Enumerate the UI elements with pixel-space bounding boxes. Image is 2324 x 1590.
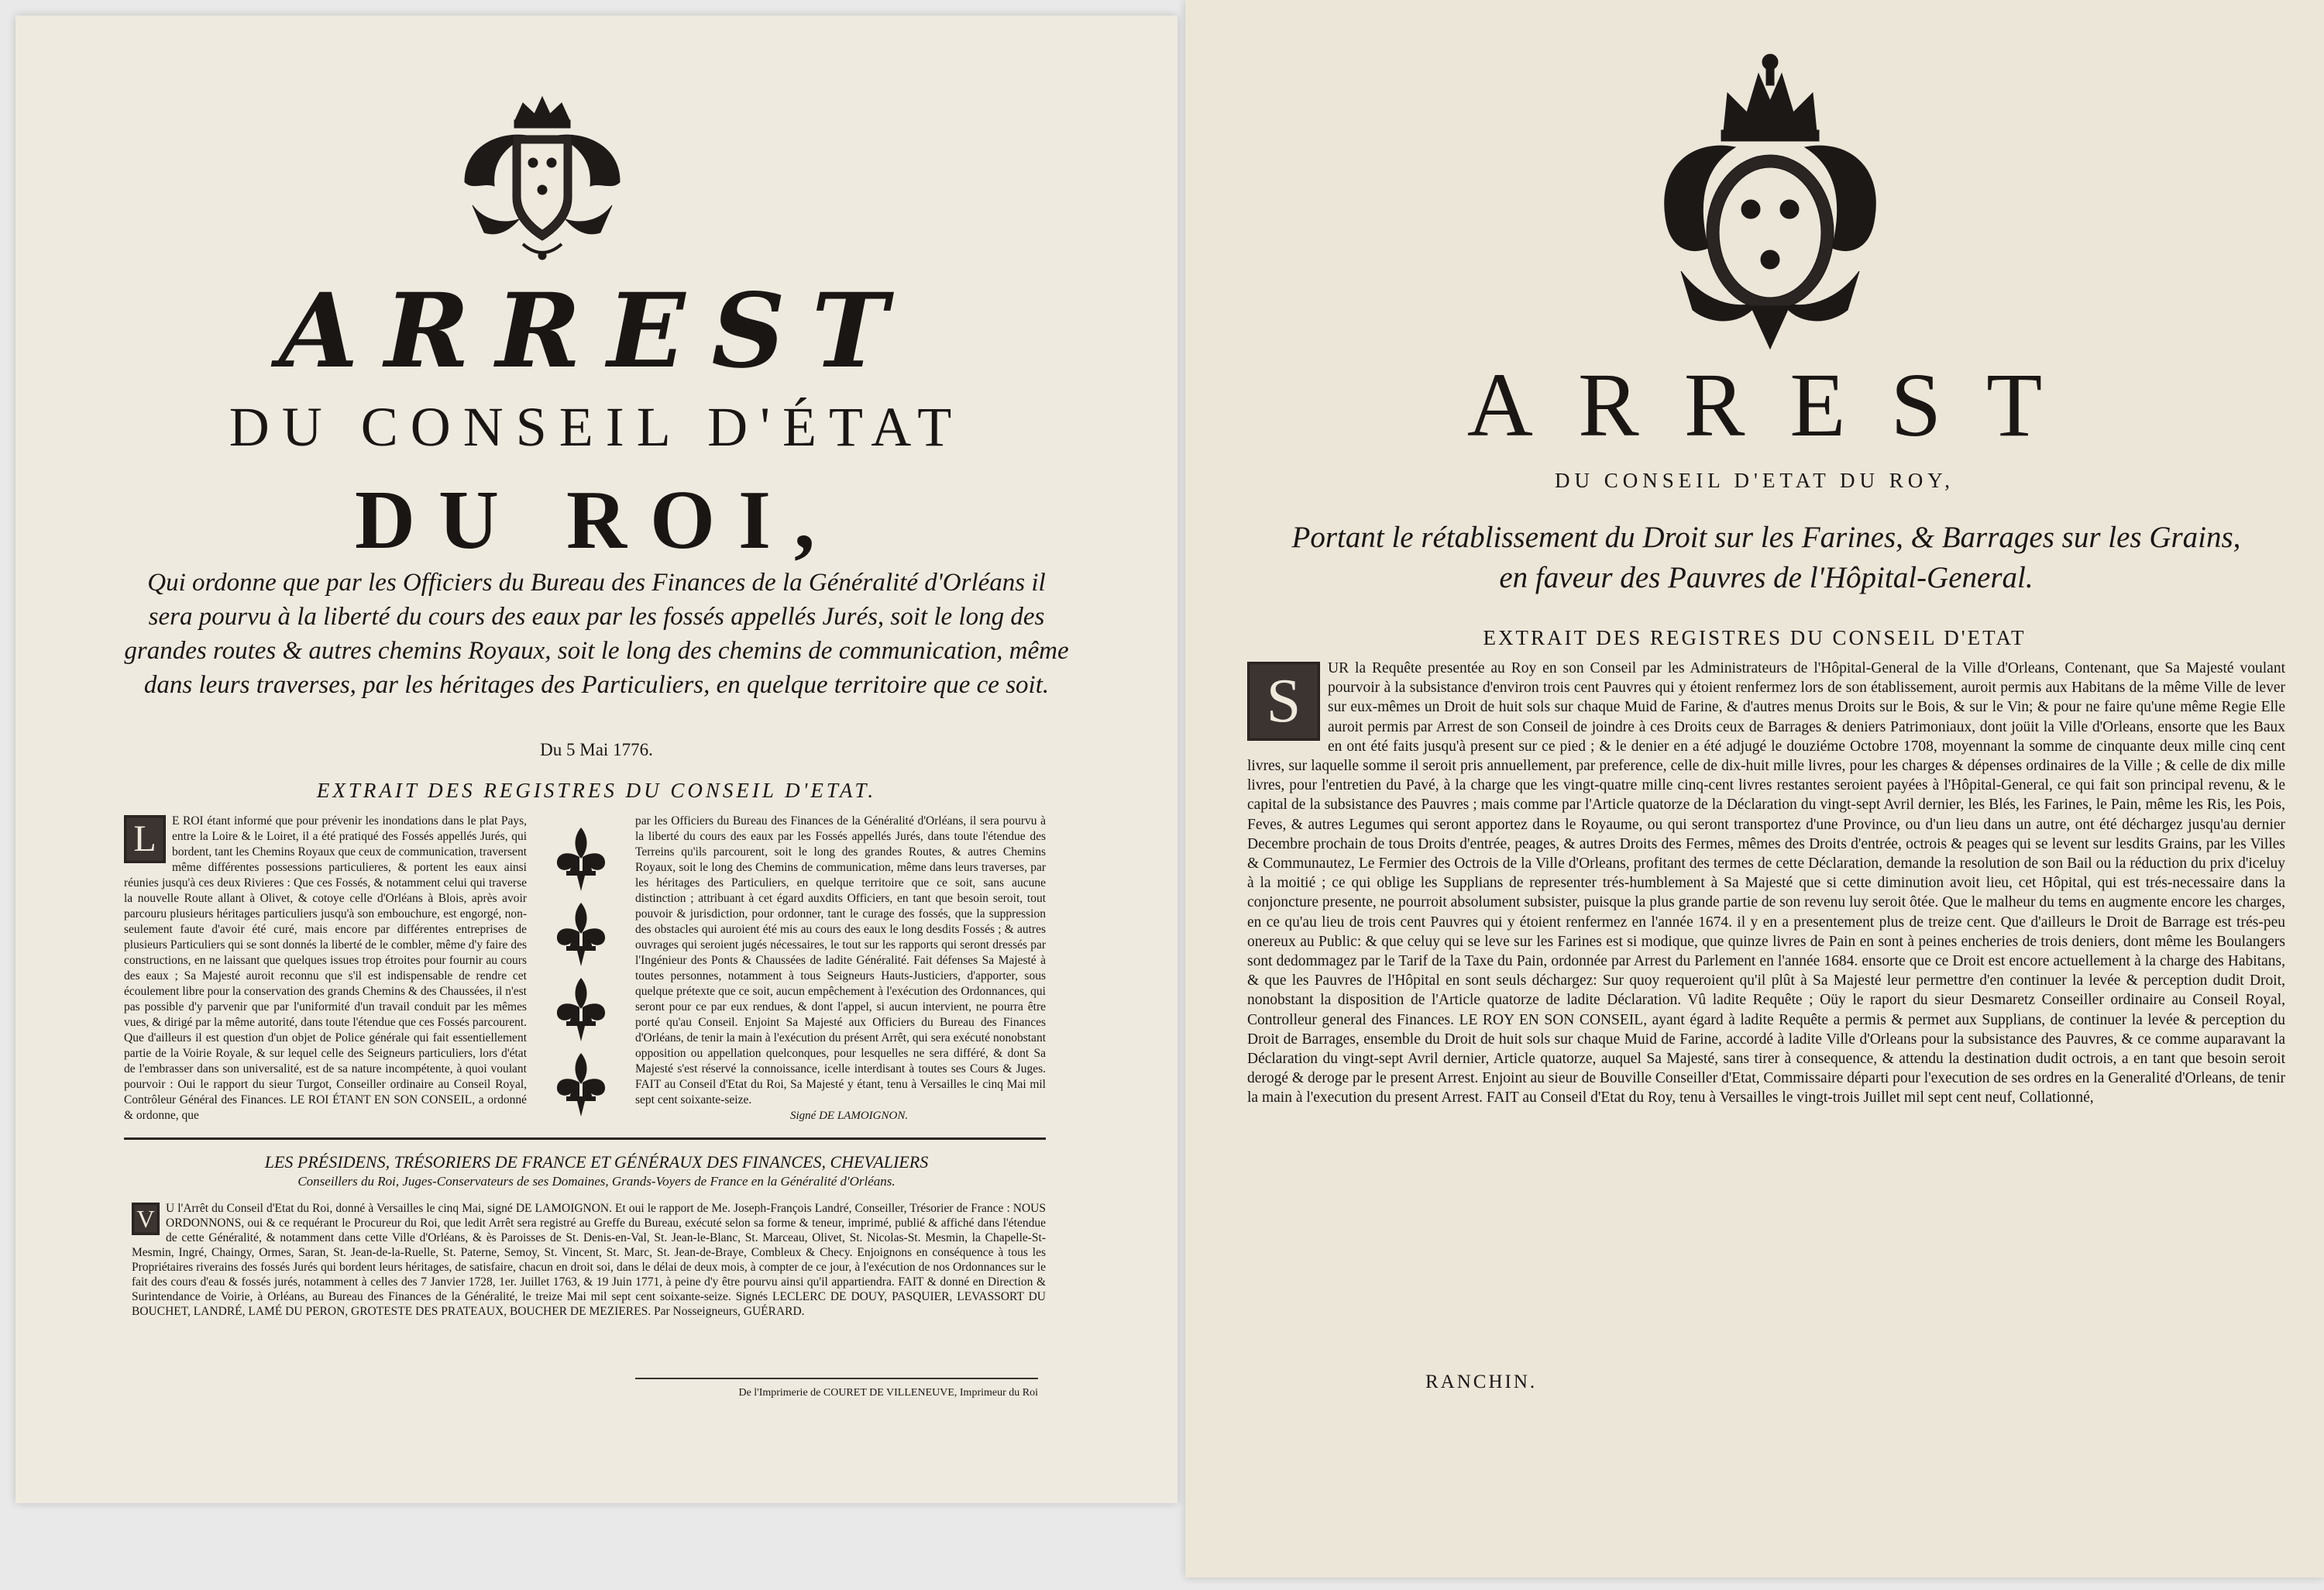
royal-arms-crowned-crest-icon bbox=[1650, 39, 1890, 356]
presidents-heading bbox=[85, 1151, 1108, 1190]
divider bbox=[124, 1137, 1046, 1140]
divider bbox=[635, 1378, 1038, 1379]
extrait-heading: EXTRAIT DES REGISTRES DU CONSEIL D'ETAT bbox=[1483, 626, 2027, 649]
presidents-title: LES PRÉSIDENS, TRÉSORIERS DE FRANCE ET GÉNÉRAUX DES FINANCES, CHEVALIERS bbox=[264, 1152, 929, 1172]
left-document bbox=[15, 15, 1177, 1503]
document-title-conseil: DU CONSEIL D'ETAT DU ROY, bbox=[1555, 469, 1954, 492]
document-date: Du 5 Mai 1776. bbox=[540, 740, 653, 759]
right-document bbox=[1185, 0, 2324, 1578]
imprint: De l'Imprimerie de COURET DE VILLENEUVE, Imprimeur du Roi bbox=[738, 1387, 1038, 1399]
fleur-de-lis-icon bbox=[554, 821, 608, 1124]
ordonnance-body bbox=[132, 1201, 1046, 1319]
presidents-subtitle: Conseillers du Roi, Juges-Conservateurs de ses Domaines, Grands-Voyers de France en la Généralité d'Orléans. bbox=[297, 1174, 896, 1189]
body-column-2: par les Officiers du Bureau des Finances de la Généralité d'Orléans, il sera pourvu à la liberté du cours des eaux par les Fossés appellés Jurés, dans toute l'étendue des Terreins qu'ils parcourent, soit le long des grandes Routes, & autres Chemins Royaux, soit le long des Chemins de communication, même dans leurs traverses, par les héritages des Particuliers, en quelque territoire que ce soit, sans aucune distinction ; attribuant à cet égard auxdits Officiers, en tant que besoin seroit, tout pouvoir & jurisdiction, pour ordonner, tant le curage des fossés, que la suppression des obstacles qui auroient été mis au cours des eaux le long desdits Fossés ; & autres ouvrages qui seroient jugés nécessaires, le tout sur les rapports qui seront dressés par l'Ingénieur des Ponts & Chaussées de ladite Généralité. Fait défenses Sa Majesté à toutes personnes, notamment à tous Seigneurs Hauts-Justiciers, d'apporter, sous quelque prétexte que ce soit, aucun empêchement à l'exécution des Ordonnances, qui seront pour ce par eux rendues, & dont l'appel, si aucun intervient, ne pourra être porté qu'au Conseil. Enjoint Sa Majesté aux Officiers du Bureau des Finances d'Orléans, de tenir la main à l'exécution du présent Arrêt, qui sera exécuté nonobstant opposition ou appellation quelconques, pour lesquelles ne sera différé, & dont Sa Majesté s'est réservé la connoissance, icelle interdisant à toutes ses Cours & Juges. FAIT au Conseil d'Etat du Roi, Sa Majesté y étant, tenu à Versailles le cinq Mai mil sept cent soixante-seize. bbox=[635, 814, 1046, 1106]
royal-arms-crest-icon bbox=[449, 89, 635, 267]
document-subtitle: Portant le rétablissement du Droit sur les Farines, & Barrages sur les Grains, en faveur des Pauvres de l'Hôpital-General. bbox=[1291, 521, 2241, 594]
ordonnance-text: U l'Arrêt du Conseil d'Etat du Roi, donné à Versailles le cinq Mai, signé DE LAMOIGNON. Et oui le rapport de Me. Joseph-François Landré, Conseiller, Trésorier de France : NOUS ORDONNONS, oui & ce requérant le Procureur du Roi, que ledit Arrêt sera registré au Greffe du Bureau, exécuté selon sa forme & teneur, imprimé, publié & affiché dans l'étendue de cette Généralité, & notamment dans cette Ville d'Orléans, & ès Paroisses de St. Denis-en-Val, St. Jean-le-Blanc, St. Marceau, Olivet, St. Nicolas-St. Mesmin, la Chapelle-St-Mesmin, Ingré, Chaingy, Ormes, Saran, St. Jean-de-la-Ruelle, St. Paterne, Semoy, St. Vincent, St. Marc, St. Jean-de-Braye, Combleux & Checy. Enjoignons en conséquence à tous les Propriétaires riverains des fossés Jurés qui bordent leurs héritages, de satisfaire, chacun en droit soi, dans le délai de deux mois, à compter de ce jour, à l'exécution de nos Ordonnances sur le fait des cours d'eau & fossés jurés, notamment à celles des 7 Janvier 1728, 1er. Juillet 1763, & 19 Juin 1771, à peine d'y être pourvu ainsi qu'il appartiendra. FAIT & donné en Direction & Surintendance de Voirie, à Orléans, au Bureau des Finances de la Généralité, le treize Mai mil sept cent soixante-seize. Signés LECLERC DE DOUY, PASQUIER, LEVASSORT DU BOUCHET, LANDRÉ, LAMÉ DU PERON, GROTESTE DES PRATEAUX, BOUCHER DE MEZIERES. Par Nosseigneurs, GUÉRARD. bbox=[132, 1202, 1046, 1318]
drop-cap: L bbox=[124, 815, 166, 863]
signature: RANCHIN. bbox=[1425, 1371, 1538, 1392]
drop-cap: V bbox=[132, 1203, 160, 1235]
document-body-text: UR la Requête presentée au Roy en son Conseil par les Administrateurs de l'Hôpital-General de la Ville d'Orleans, Contenant, que Sa Majesté voulant pourvoir à la subsistance d'environ trois cent Pauvres qui y étoient renfermez lors de son établissement, auroit permis aux Habitans de la même Ville de lever sur eux-mêmes un Droit de huit sols sur chaque Muid de Farine, & d'autres menus Droits sur le Bois, & sur le Vin; & pour ne faire qu'une même Regie Elle auroit permis par Arrest de son Conseil de joindre à ces Droits ceux de Barrages & deniers Patrimoniaux, dont joüit la Ville d'Orleans, ensorte que les Baux en ont été faits jusqu'à present sur ce pied ; & le denier en a été adjugé le douziéme Octobre 1708, moyennant la somme de cinquante deux mille cinq cent livres, sur laquelle somme il seroit pris annuellement, par preference, celle de dix-huit mille livres, pour les charges & dépenses ordinaires de la Ville ; & celle de dix mille livres, pour l'entretien du Pavé, à la charge que les vingt-quatre mille cinq-cent livres restantes seroient payées à l'Hôpital-General, ce qui fait son principal revenu, & le capital de la subsistance des Pauvres ; mais comme par l'Article quatorze de la Déclaration du vingt-sept Avril dernier, les Blés, les Farines, le Pain, même les Ris, les Pois, Feves, & autres Legumes qui seront apportez dans le Royaume, ou qui seront transportez d'une Province, ou d'un lieu dans un autre, ont été déchargez jusqu'au dernier Decembre prochain de tous Droits d'entrée, peages, & autres Droits des Fermes, mêmes des Droits d'entrée, octrois & peages qui se levent sur lesdits Grains, par les Villes & Communautez, Le Fermier des Octrois de la Ville d'Orleans, profitant des termes de cette Déclaration, demande la resolution de son Bail ou la réduction du prix d'iceluy à la moitié ; ce qui oblige les Supplians de representer trés-humblement à Sa Majesté que si cette diminution avoit lieu, cet Hôpital, qui est trés-necessaire dans la conjoncture presente, ne pourroit absolument subsister, puisque la plus grande partie de son revenu luy seroit ôtée. Que le malheur du tems en augmente encore les charges, en ce qu'au lieu de trois cent Pauvres qui y étoient renfermez en l'année 1674. il y en a presentement plus de treize cent. Que d'ailleurs le Droit de Barrage est trés-peu onereux au Public: & que celuy qui se leve sur les Farines est si modique, que quinze livres de Pain en sont à peines encheries de trois deniers, dont même les Boulangers sont dedommagez par le Tarif de la Taxe du Pain, ordonnée par Arrest du Parlement en l'année 1684. ensorte que ce Droit est encore actuellement à la charge des Habitans, & que les Pauvres de l'Hôpital en sont seuls déchargez: Sur quoy requeroient qu'il plût à Sa Majesté leur permettre d'en continuer la levée & perception dudit Droit, nonobstant la disposition de l'Article quatorze de ladite Déclaration. Vû ladite Requête ; Oüy le raport du sieur Desmaretz Conseiller ordinaire au Conseil Royal, Controlleur general des Finances. LE ROY EN SON CONSEIL, ayant égard à ladite Requête a permis & permet aux Supplians, de continuer la levée & perception du Droit de Barrages, ensemble du Droit de huit sols sur chaque Muid de Farine, accordé à ladite Ville d'Orleans pour la subsistance des Pauvres, & ce comme auparavant la Déclaration du vingt-sept Avril dernier, Article quatorze, auquel Sa Majesté, sans tirer à consequence, & attendu la destination dudit octrois, a en tant que besoin seroit derogé & deroge par le present Arrest. Enjoint au sieur de Bouville Conseiller d'Etat, Commissaire départi pour l'execution de ses ordres en la Generalité d'Orleans, de tenir la main à l'execution du present Arrest. FAIT au Conseil d'Etat du Roy, tenu à Versailles le vingt-trois Juillet mil sept cent neuf, Collationné, bbox=[1247, 660, 2285, 1106]
drop-cap: S bbox=[1247, 662, 1320, 741]
body-column-1 bbox=[124, 814, 527, 1124]
document-title-arrest: ARREST bbox=[1466, 354, 2088, 456]
extrait-heading: EXTRAIT DES REGISTRES DU CONSEIL D'ETAT. bbox=[316, 779, 877, 802]
body-column-1-text: E ROI étant informé que pour prévenir les inondations dans le plat Pays, entre la Loire & le Loiret, il a été pratiqué des Fossés appellés Jurés, qui bordent, tant les Chemins Royaux que ceux de communication, traversent même différentes possessions particulieres, & portent les eaux ainsi réunies jusqu'à ces deux Rivieres : Que ces Fossés, & notamment celui qui traverse la nouvelle Route allant à Olivet, & cotoye celle d'Orléans à Blois, après avoir parcouru plusieurs héritages particuliers jusqu'à son embouchure, est engorgé, non-seulement faute d'avoir été curé, mais encore par différentes entreprises de plusieurs Particuliers qui se sont donnés la liberté de le combler, même d'y faire des constructions, en ne laissant que quelques issues trop étroites pour fournir au cours des eaux ; Sa Majesté auroit reconnu que s'il est indispensable de rendre cet écoulement libre pour la conservation des grands Chemins & des Chaussées, il n'est pas possible d'y parvenir que par l'uniformité d'un travail conduit par les mêmes vues, & dirigé par la même autorité, dans toute l'étendue que ces Fossés parcourent. Que d'ailleurs il est question d'un objet de Police générale qui fait essentiellement partie de la Voirie Royale, & sur lequel celle des Seigneurs particuliers, lors d'état de l'embrasser dans son universalité, est de sa nature incompétente, à quoi voulant pourvoir : Oui le rapport du sieur Turgot, Conseiller ordinaire au Conseil Royal, Contrôleur Général des Finances. LE ROI ÉTANT EN SON CONSEIL, a ordonné & ordonne, que bbox=[124, 814, 527, 1122]
document-title-arrest: ARREST bbox=[279, 271, 914, 391]
signature: Signé DE LAMOIGNON. bbox=[790, 1110, 909, 1122]
document-body bbox=[1247, 659, 2285, 1108]
document-subtitle: Qui ordonne que par les Officiers du Bureau des Finances de la Généralité d'Orléans il sera pourvu à la liberté du cours des eaux par les fossés appellés Jurés, soit le long des grandes routes & autres chemins Royaux, soit le long des chemins de communication, même dans leurs traverses, par les héritages des Particuliers, en quelque territoire que ce soit. bbox=[124, 569, 1069, 699]
document-title-roi: DU ROI, bbox=[354, 474, 839, 566]
document-title-conseil: DU CONSEIL D'ÉTAT bbox=[229, 396, 964, 458]
